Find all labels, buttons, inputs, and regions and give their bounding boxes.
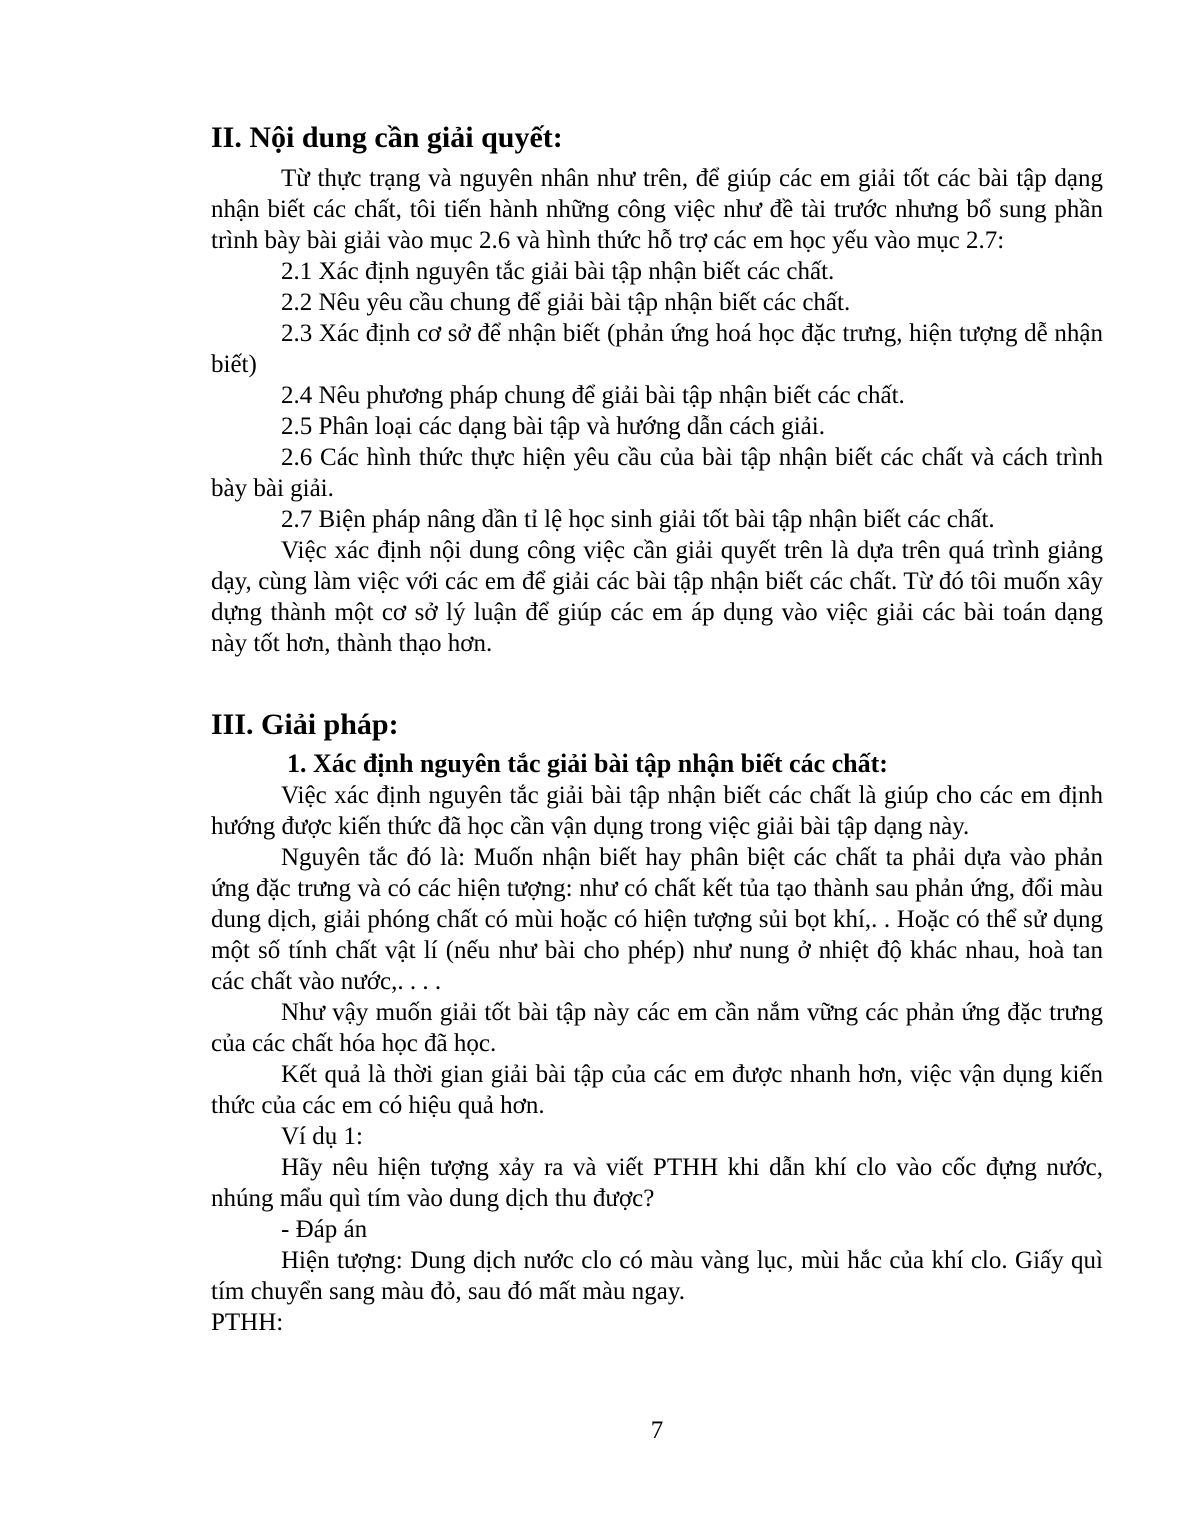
section-3-heading: III. Giải pháp:	[211, 708, 399, 741]
section-2-heading: II. Nội dung cần giải quyết:	[211, 121, 563, 154]
example-1-label: Ví dụ 1:	[281, 1123, 363, 1150]
page-number: 7	[650, 1417, 664, 1444]
section-2-closing-paragraph: Việc xác định nội dung công việc cần giải quyết trên là dựa trên quá trình giảng dạy, cùng làm việc với các em để giải các bài tập nhận biết các chất. Từ đó tôi muốn xây dựng thành một cơ sở lý luận để giúp các em áp dụng vào việc giải các bài toán dạng này tốt hơn, thành thạo hơn.	[211, 537, 1103, 657]
section-3-subheading: 1. Xác định nguyên tắc giải bài tập nhận biết các chất:	[287, 749, 888, 778]
pthh-label: PTHH:	[211, 1309, 284, 1336]
item-2-1: 2.1 Xác định nguyên tắc giải bài tập nhận biết các chất.	[281, 258, 835, 285]
answer-phenomenon: Hiện tượng: Dung dịch nước clo có màu vàng lục, mùi hắc của khí clo. Giấy quì tím chuyển sang màu đỏ, sau đó mất màu ngay.	[211, 1247, 1103, 1305]
item-2-5: 2.5 Phân loại các dạng bài tập và hướng dẫn cách giải.	[281, 413, 825, 440]
solution-paragraph-principle: Nguyên tắc đó là: Muốn nhận biết hay phân biệt các chất ta phải dựa vào phản ứng đặc trưng và có các hiện tượng: như có chất kết tủa tạo thành sau phản ứng, đổi màu dung dịch, giải phóng chất có mùi hoặc có hiện tượng sủi bọt khí,. . Hoặc có thể sử dụng một số tính chất vật lí (nếu như bài cho phép) như nung ở nhiệt độ khác nhau, hoà tan các chất vào nước,. . . .	[211, 844, 1103, 995]
answer-label: - Đáp án	[281, 1216, 368, 1243]
text-block	[211, 118, 1103, 1338]
section-2-intro-paragraph: Từ thực trạng và nguyên nhân như trên, để giúp các em giải tốt các bài tập dạng nhận biết các chất, tôi tiến hành những công việc như đề tài trước nhưng bổ sung phần trình bày bài giải vào mục 2.6 và hình thức hỗ trợ các em học yếu vào mục 2.7:	[211, 165, 1103, 254]
item-2-4: 2.4 Nêu phương pháp chung để giải bài tập nhận biết các chất.	[281, 382, 905, 409]
item-2-7: 2.7 Biện pháp nâng dần tỉ lệ học sinh giải tốt bài tập nhận biết các chất.	[281, 506, 995, 533]
item-2-2: 2.2 Nêu yêu cầu chung để giải bài tập nhận biết các chất.	[281, 289, 851, 316]
solution-paragraph-purpose: Việc xác định nguyên tắc giải bài tập nhận biết các chất là giúp cho các em định hướng được kiến thức đã học cần vận dụng trong việc giải bài tập dạng này.	[211, 782, 1103, 840]
solution-paragraph-result: Kết quả là thời gian giải bài tập của các em được nhanh hơn, việc vận dụng kiến thức của các em có hiệu quả hơn.	[211, 1061, 1103, 1119]
solution-paragraph-conclusion: Như vậy muốn giải tốt bài tập này các em cần nắm vững các phản ứng đặc trưng của các chất hóa học đã học.	[211, 999, 1103, 1057]
example-1-question: Hãy nêu hiện tượng xảy ra và viết PTHH khi dẫn khí clo vào cốc đựng nước, nhúng mẩu quì tím vào dung dịch thu được?	[211, 1154, 1103, 1212]
item-2-3: 2.3 Xác định cơ sở để nhận biết (phản ứng hoá học đặc trưng, hiện tượng dễ nhận biết)	[211, 320, 1103, 378]
item-2-6: 2.6 Các hình thức thực hiện yêu cầu của bài tập nhận biết các chất và cách trình bày bài giải.	[211, 444, 1103, 502]
